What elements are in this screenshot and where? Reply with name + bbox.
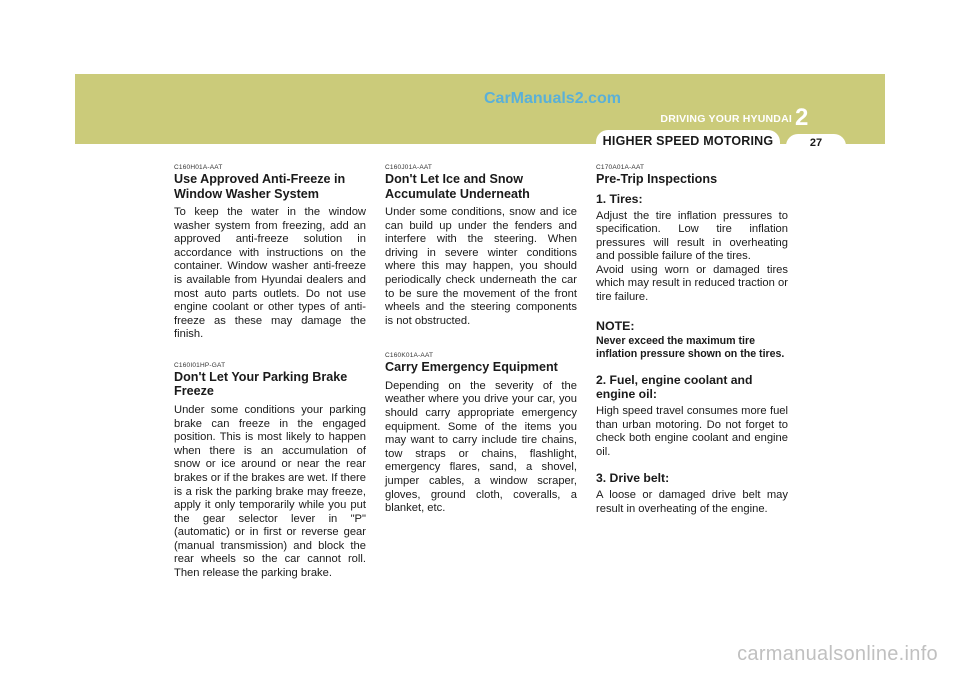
column-left <box>174 164 366 581</box>
section-heading: Carry Emergency Equipment <box>385 360 558 375</box>
section-tab-label: HIGHER SPEED MOTORING <box>602 134 774 148</box>
note-body: Never exceed the maximum tire inflation pressure shown on the tires. <box>596 334 785 360</box>
fuel-heading: 2. Fuel, engine coolant and engine oil: <box>596 373 753 402</box>
tires-body: Adjust the tire inflation pressures to specification. Low tire inflation pressures will result in overheating and possible failure of the tires. <box>596 209 788 263</box>
tires-heading: 1. Tires: <box>596 191 643 206</box>
page-number-tab <box>786 134 846 152</box>
note-title: NOTE: <box>596 318 635 333</box>
section-body: To keep the water in the window washer system from freezing, add an approved anti-freeze solution in accordance with instructions on the container. Window washer anti-freeze is available from Hyundai dealers and most auto parts outlets. Do not use engine coolant or other types of anti-freeze as these may damage the finish. <box>174 206 366 341</box>
section-tab <box>596 130 780 152</box>
section-heading: Use Approved Anti-Freeze in Window Washer System <box>174 172 346 201</box>
page-number: 27 <box>809 137 823 149</box>
site-watermark: CarManuals2.com <box>484 90 621 107</box>
section-code: C160K01A-AAT <box>385 352 434 360</box>
section-code: C170A01A-AAT <box>596 164 645 171</box>
section-code: C160J01A-AAT <box>385 164 433 171</box>
fuel-body: High speed travel consumes more fuel than urban motoring. Do not forget to check both engine coolant and engine oil. <box>596 405 788 458</box>
drive-belt-heading: 3. Drive belt: <box>596 471 670 486</box>
column-right <box>596 164 788 517</box>
section-body: Depending on the severity of the weather where you drive your car, you should carry appropriate emergency equipment. Some of the items you may want to carry include tire chains, tow straps or chains, flashlight, emergency flares, sand, a shovel, jumper cables, a window scraper, gloves, ground cloth, coveralls, a blanket, etc. <box>385 379 577 515</box>
tires-body-2: Avoid using worn or damaged tires which may result in reduced traction or tire failure. <box>596 263 788 304</box>
section-body: Under some conditions your parking brake can freeze in the engaged position. This is most likely to happen when there is an accumulation of snow or ice around or near the rear brakes or if the brakes are wet. If there is a risk the parking brake may freeze, apply it only temporarily while you put the gear selector lever in "P" (automatic) or in first or reverse gear (manual transmission) and block the rear wheels so the car cannot roll. Then release the parking brake. <box>174 403 366 580</box>
section-code: C160I01HP-GAT <box>174 361 226 369</box>
section-heading: Pre-Trip Inspections <box>596 172 718 186</box>
chapter-title: DRIVING YOUR HYUNDAI <box>660 113 792 125</box>
section-code: C160H01A-AAT <box>174 164 223 171</box>
section-heading: Don't Let Ice and Snow Accumulate Underneath <box>385 172 530 201</box>
section-heading: Don't Let Your Parking Brake Freeze <box>174 369 348 399</box>
drive-belt-body: A loose or damaged drive belt may result in overheating of the engine. <box>596 489 788 516</box>
column-middle <box>385 164 577 516</box>
footer-watermark: carmanualsonline.info <box>737 643 938 665</box>
section-body: Under some conditions, snow and ice can build up under the fenders and interfere with the steering. When driving in severe winter conditions where this may happen, you should periodically check underneath the car to be sure the movement of the front wheels and the steering components is not obstructed. <box>385 206 577 327</box>
chapter-number: 2 <box>795 104 809 131</box>
